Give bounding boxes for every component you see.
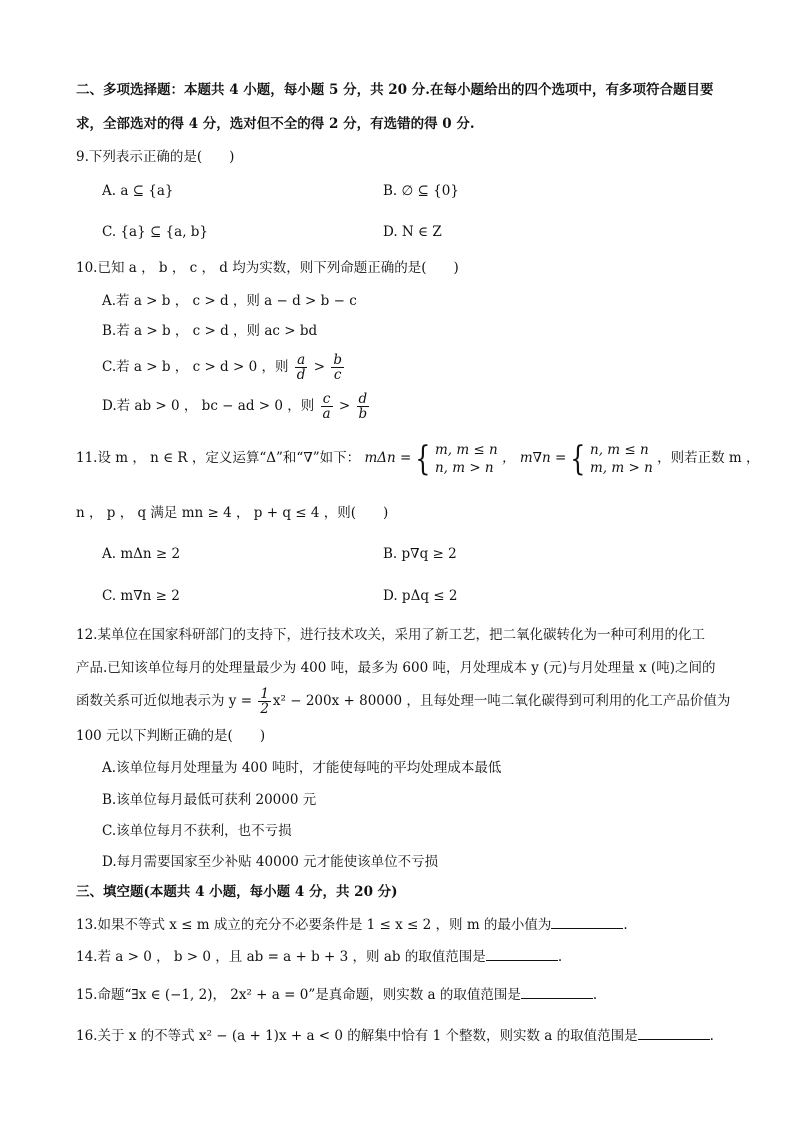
q11-nabla-brace: { (570, 438, 586, 479)
q9-option-c: C. {a} ⊆ {a, b} (102, 224, 209, 240)
q15-end: . (592, 987, 598, 1003)
q16-text: 16.关于 x 的不等式 x² − (a + 1)x + a < 0 的解集中恰有 1 个整数，则实数 a 的取值范围是 (76, 1028, 638, 1044)
q13-end: . (623, 917, 628, 933)
q10-d-operator: > (338, 398, 351, 414)
q12-line3-post: x² − 200x + 80000 ，且每处理一吨二氧化碳得到可利用的化工产品价值为 (272, 693, 731, 709)
q11-delta-lhs: mΔn = (364, 450, 412, 466)
q10-d-fraction-2: $\frac{d}{b}$ (358, 391, 368, 422)
q11-option-d: D. pΔq ≤ 2 (383, 588, 458, 604)
q16-answer-blank[interactable] (638, 1025, 710, 1040)
q11-stem-line2: n ， p ， q 满足 mn ≥ 4 ， p + q ≤ 4 ，则( ) (76, 505, 389, 521)
q11-stem-pre: 11.设 m ， n ∈ R ，定义运算“Δ”和“∇”如下： (76, 450, 361, 466)
q9-option-a: A. a ⊆ {a} (102, 183, 174, 199)
q10-option-b: B.若 a > b ， c > d ，则 ac > bd (102, 323, 318, 339)
q9-stem: 9.下列表示正确的是( ) (76, 149, 235, 165)
section2-line2: 求，全部选对的得 4 分，选对但不全的得 2 分，有选错的得 0 分. (76, 116, 475, 132)
q11-nabla-lhs: ， m∇n = (502, 450, 567, 466)
q12-option-c: C.该单位每月不获利，也不亏损 (102, 823, 292, 839)
q11-option-a: A. mΔn ≥ 2 (102, 546, 181, 562)
q10-option-c-text: C.若 a > b ， c > d > 0 ，则 (102, 359, 289, 375)
q11-nabla-cases: n, m ≤ n m, m > n (590, 441, 653, 476)
q9-option-b: B. ∅ ⊆ {0} (383, 183, 459, 199)
q10-d-fraction-1: $\frac{c}{a}$ (322, 391, 331, 422)
q14-answer-blank[interactable] (486, 946, 558, 961)
q15 (76, 984, 597, 1004)
q11-delta-brace: { (415, 438, 431, 479)
q12-line3-pre: 函数关系可近似地表示为 y = (76, 693, 253, 709)
q11-stem (76, 438, 759, 478)
q14 (76, 946, 562, 966)
q12-fraction: $\frac{1}{2}$ (260, 686, 269, 717)
q10-option-d-text: D.若 ab > 0 ， bc − ad > 0 ，则 (102, 398, 315, 414)
q13-text: 13.如果不等式 x ≤ m 成立的充分不必要条件是 1 ≤ x ≤ 2 ，则 m 的最小值为 (76, 917, 552, 933)
section2-line1: 二、多项选择题：本题共 4 小题，每小题 5 分，共 20 分.在每小题给出的四个选项中，有多项符合题目要 (76, 82, 714, 98)
q15-answer-blank[interactable] (521, 984, 593, 999)
q11-option-b: B. p∇q ≥ 2 (383, 546, 457, 562)
q10-c-operator: > (313, 359, 326, 375)
q12-option-a: A.该单位每月处理量为 400 吨时，才能使每吨的平均处理成本最低 (102, 760, 502, 776)
q10-c-fraction-1: $\frac{a}{d}$ (296, 352, 306, 383)
q10-option-c (102, 353, 346, 382)
q12-line4: 100 元以下判断正确的是( ) (76, 728, 266, 744)
q13-answer-blank[interactable] (551, 914, 623, 929)
q10-option-a: A.若 a > b ， c > d ，则 a − d > b − c (102, 293, 357, 309)
q15-text: 15.命题“∃x ∈ (−1, 2)， 2x² + a = 0”是真命题，则实数 a 的取值范围是 (76, 987, 521, 1003)
q12-line2: 产品.已知该单位每月的处理量最少为 400 吨，最多为 600 吨，月处理成本 y (元)与月处理量 x (吨)之间的 (76, 660, 716, 676)
q14-end: . (557, 949, 563, 965)
section3-title: 三、填空题(本题共 4 小题，每小题 4 分，共 20 分) (76, 884, 398, 900)
q11-delta-cases: m, m ≤ n n, m > n (434, 441, 498, 476)
q12-line3 (76, 684, 730, 718)
q11-option-c: C. m∇n ≥ 2 (102, 588, 180, 604)
q14-text: 14.若 a > 0 ， b > 0 ，且 ab = a + b + 3 ，则 ab 的取值范围是 (76, 949, 486, 965)
q10-stem: 10.已知 a ， b ， c ， d 均为实数，则下列命题正确的是( ) (76, 260, 459, 276)
q12-option-b: B.该单位每月最低可获利 20000 元 (102, 792, 317, 808)
q10-option-d (102, 392, 371, 421)
q10-c-fraction-2: $\frac{b}{c}$ (333, 352, 342, 383)
q12-line1: 12.某单位在国家科研部门的支持下，进行技术攻关，采用了新工艺，把二氧化碳转化为一种可利用的化工 (76, 627, 705, 643)
q11-stem-post: ，则若正数 m ， (657, 450, 760, 466)
q16 (76, 1025, 714, 1045)
q12-option-d: D.每月需要国家至少补贴 40000 元才能使该单位不亏损 (102, 854, 439, 870)
q9-option-d: D. N ∈ Z (383, 224, 442, 240)
q13 (76, 914, 628, 934)
q16-end: . (709, 1028, 714, 1044)
